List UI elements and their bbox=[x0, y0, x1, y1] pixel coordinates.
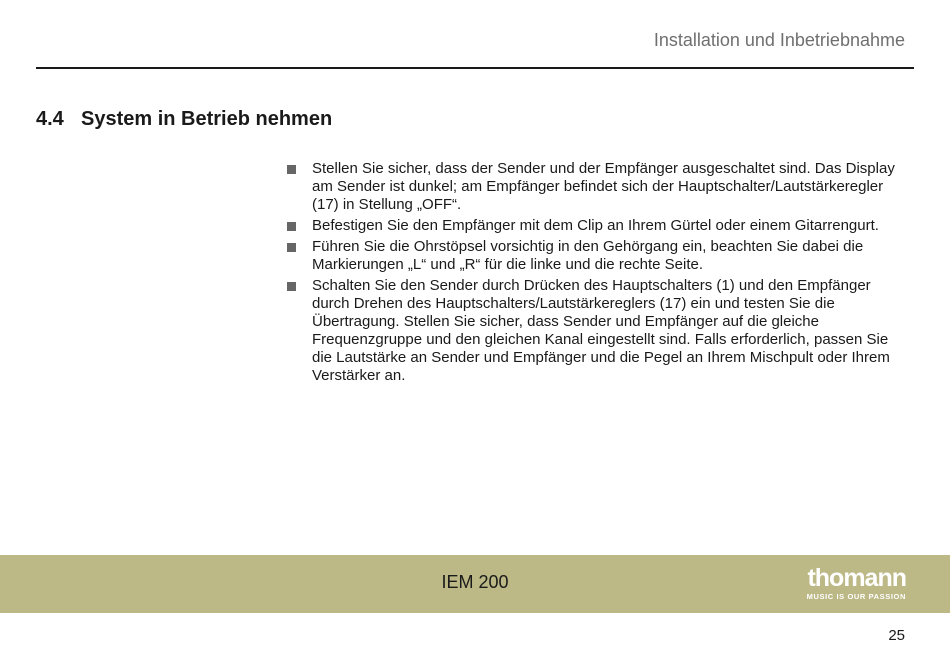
section-title: System in Betrieb nehmen bbox=[81, 108, 333, 130]
square-bullet-icon bbox=[287, 282, 296, 291]
header-divider bbox=[36, 67, 914, 69]
running-header-title: Installation und Inbetriebnahme bbox=[653, 30, 905, 50]
brand-tagline: MUSIC IS OUR PASSION bbox=[806, 592, 906, 601]
instruction-text: Schalten Sie den Sender durch Drücken des Hauptschalters (1) und den Empfänger durch Drehen des Hauptschalters/Lautstärkereglers (17) ein und testen Sie die Übertragung. Stellen Sie sicher, dass Sender und Empfänger auf die gleiche Frequenzgruppe und den gleichen Kanal eingestellt sind. Falls erforderlich, passen Sie die Lautstärke an Sender und Empfänger und die Pegel an Ihrem Mischpult oder Ihrem Verstärker an. bbox=[312, 277, 890, 384]
footer-band bbox=[0, 555, 950, 613]
brand-logo bbox=[790, 566, 906, 601]
square-bullet-icon bbox=[287, 222, 296, 231]
instruction-list bbox=[286, 160, 912, 388]
instruction-item bbox=[286, 238, 912, 274]
brand-wordmark: thomann bbox=[807, 564, 906, 592]
instruction-text: Befestigen Sie den Empfänger mit dem Clip an Ihrem Gürtel oder einem Gitarrengurt. bbox=[312, 217, 879, 234]
square-bullet-icon bbox=[287, 243, 296, 252]
page-number: 25 bbox=[888, 627, 905, 644]
instruction-text: Führen Sie die Ohrstöpsel vorsichtig in den Gehörgang ein, beachten Sie dabei die Markierungen „L“ und „R“ für die linke und die rechte Seite. bbox=[312, 238, 864, 273]
instruction-item bbox=[286, 277, 912, 385]
section-number: 4.4 bbox=[36, 108, 64, 130]
instruction-item bbox=[286, 160, 912, 214]
instruction-item bbox=[286, 217, 912, 235]
instruction-text: Stellen Sie sicher, dass der Sender und der Empfänger ausgeschaltet sind. Das Display am Sender ist dunkel; am Empfänger befindet sich der Hauptschalter/Lautstärkeregler (17) in Stellung „OFF“. bbox=[312, 160, 895, 213]
section-heading bbox=[36, 108, 332, 131]
square-bullet-icon bbox=[287, 165, 296, 174]
product-name: IEM 200 bbox=[441, 572, 509, 592]
